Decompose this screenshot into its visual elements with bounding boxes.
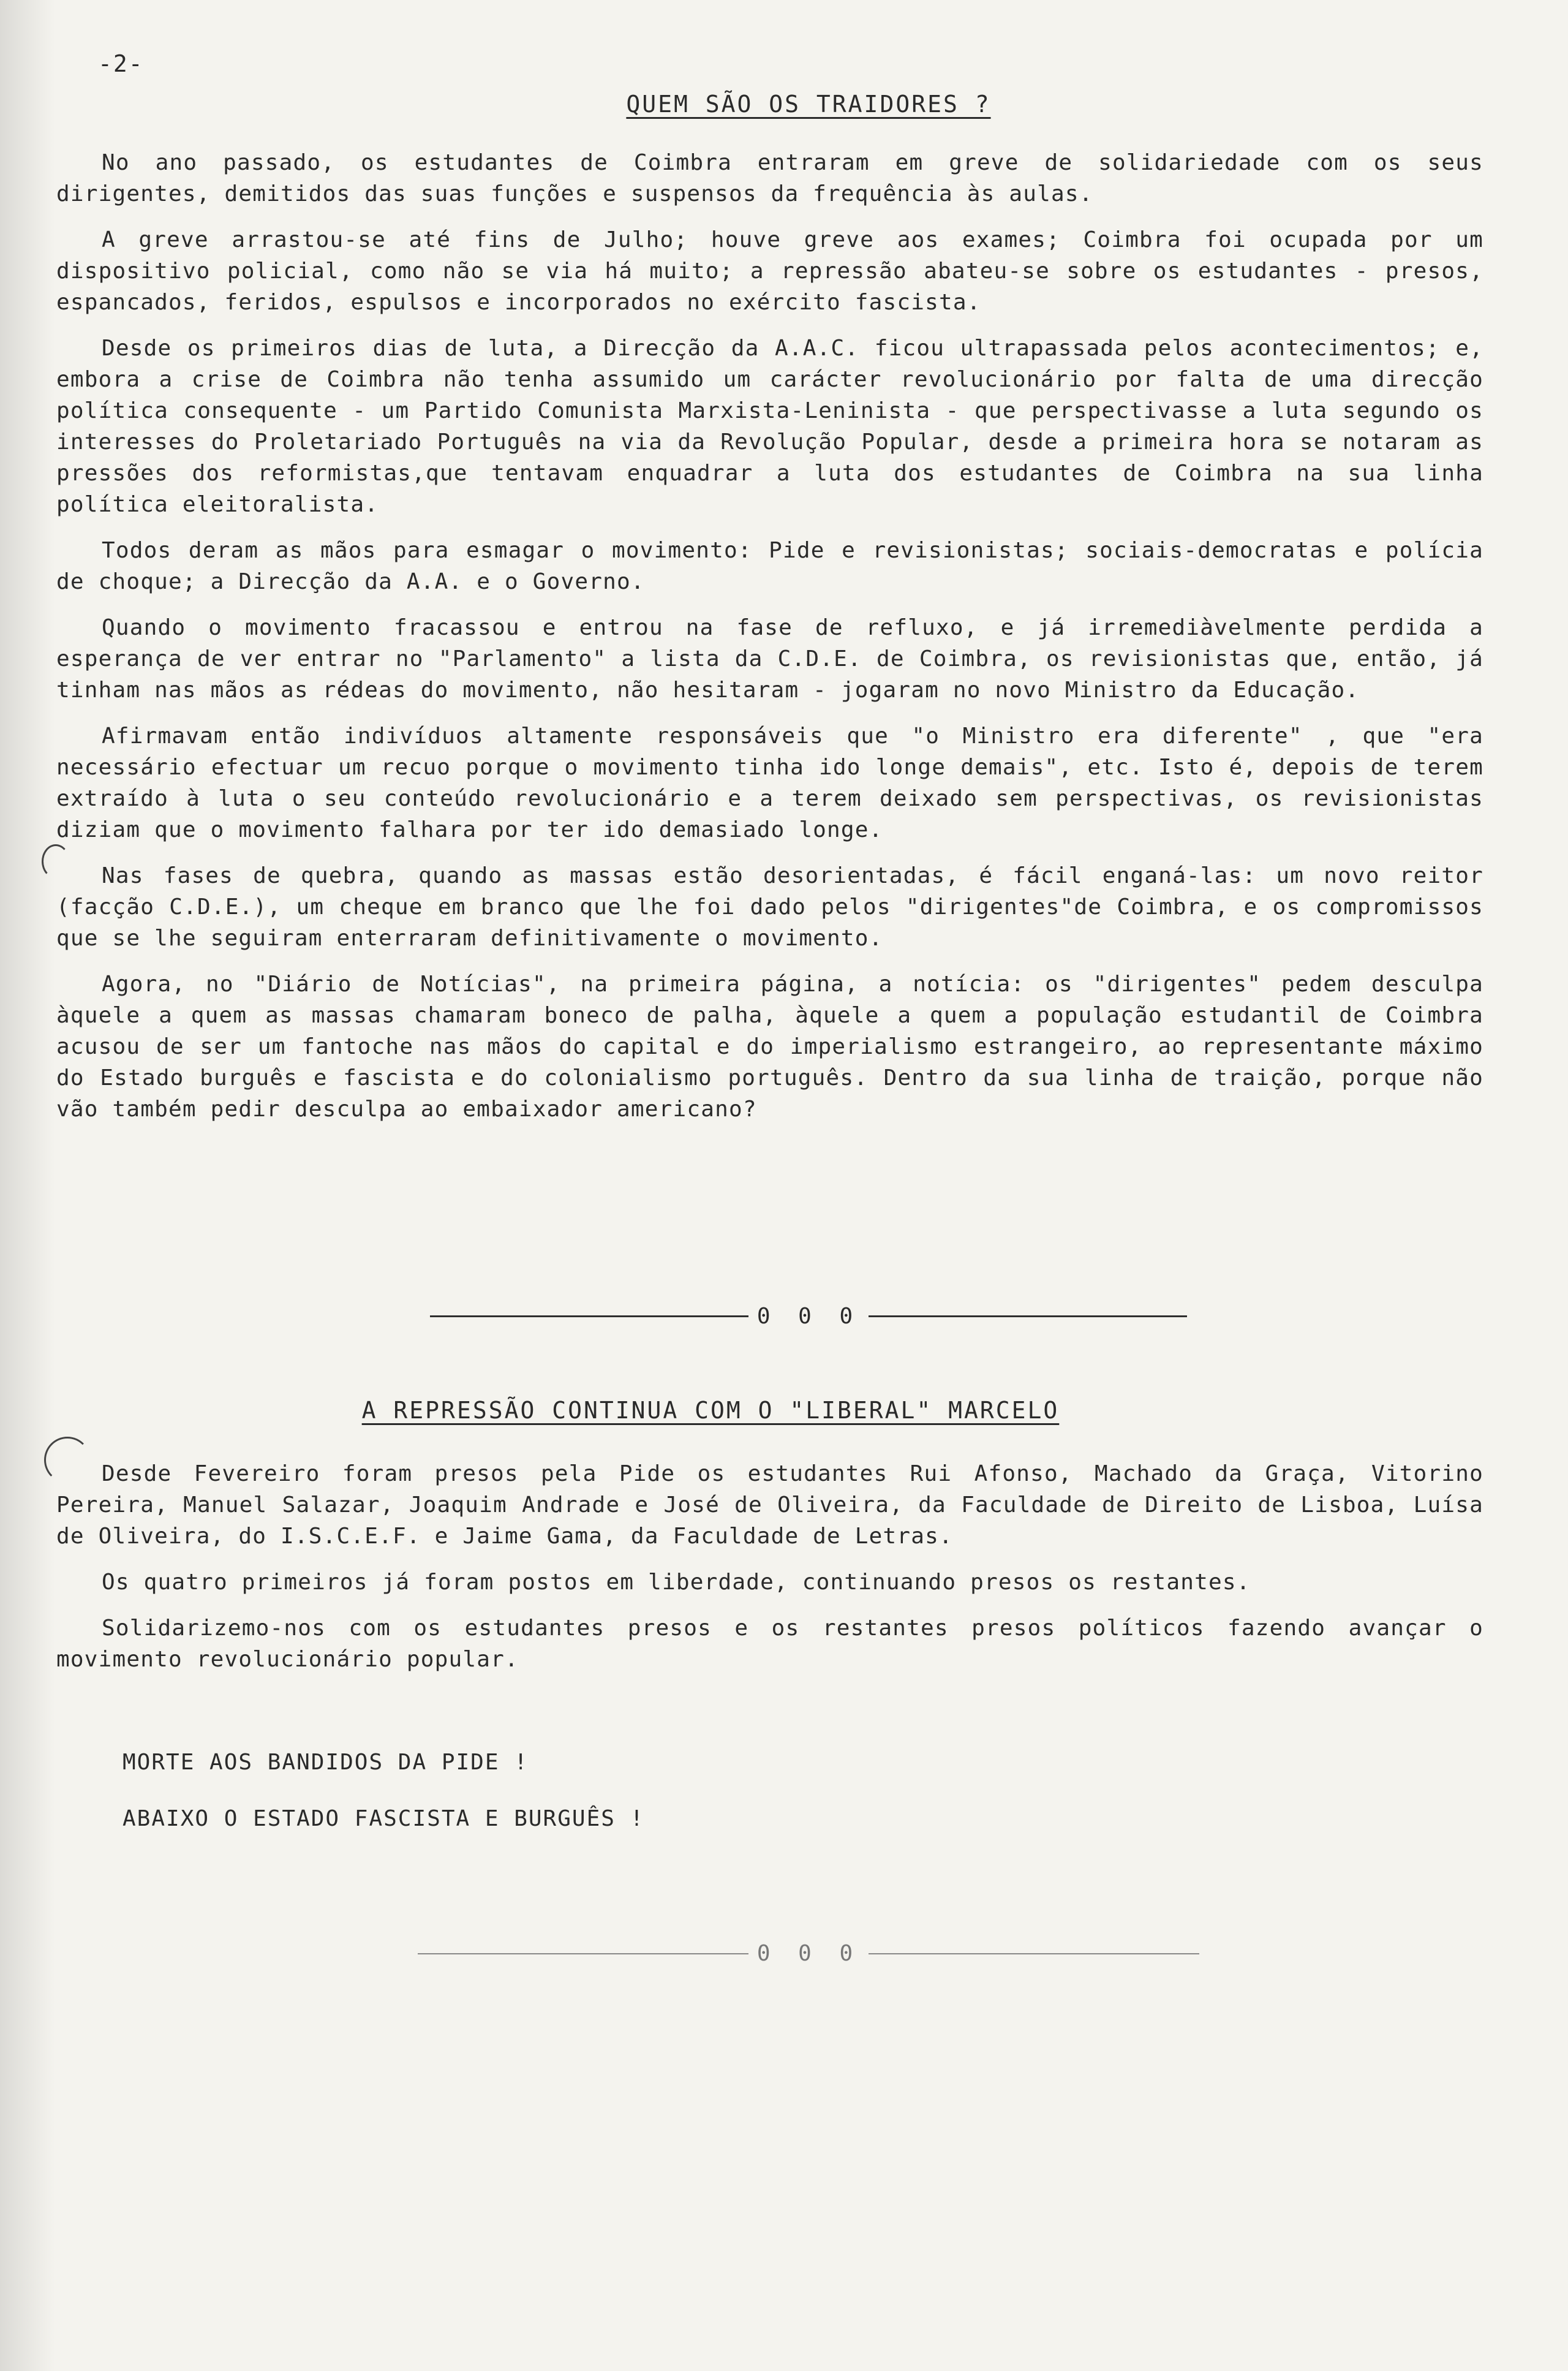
- paragraph: Agora, no "Diário de Notícias", na primeira página, a notícia: os "dirigentes" pedem desculpa àquele a quem as massas chamaram boneco de palha, àquele a quem a população estudantil de Coimbra acusou de ser um fantoche nas mãos do capital e do imperialismo estrangeiro, ao representante máximo do Estado burguês e fascista e do colonialismo português. Dentro da sua linha de traição, porque não vão também pedir desculpa ao embaixador americano?: [56, 972, 1483, 1122]
- separator-line: [418, 1953, 748, 1954]
- paragraph: Afirmavam então indivíduos altamente responsáveis que "o Ministro era diferente" , que "era necessário efectuar um recuo porque o movimento tinha ido longe demais", etc. Isto é, depois de terem extraído à luta o seu conteúdo revolucionário e a terem deixado sem perspectivas, os revisionistas diziam que o movimento falhara por ter ido demasiado longe.: [56, 724, 1483, 842]
- paragraph: Desde os primeiros dias de luta, a Direcção da A.A.C. ficou ultrapassada pelos acontecimentos; e, embora a crise de Coimbra não tenha assumido um carácter revolucionário por falta de uma direcção política consequente - um Partido Comunista Marxista-Leninista - que perspectivasse a luta segundo os interesses do Proletariado Português na via da Revolução Popular, desde a primeira hora se notaram as pressões dos reformistas,que tentavam enquadrar a luta dos estudantes de Coimbra na sua linha política eleitoralista.: [56, 336, 1483, 517]
- paragraph: Os quatro primeiros já foram postos em liberdade, continuando presos os restantes.: [102, 1570, 1251, 1595]
- slogan: MORTE AOS BANDIDOS DA PIDE !: [123, 1750, 529, 1775]
- paragraph: Quando o movimento fracassou e entrou na fase de refluxo, e já irremediàvelmente perdida a esperança de ver entrar no "Parlamento" a lista da C.D.E. de Coimbra, os revisionistas que, então, já tinham nas mãos as rédeas do movimento, não hesitaram - jogaram no novo Ministro da Educação.: [56, 615, 1483, 703]
- separator-mark: 0 0 0: [756, 1304, 861, 1329]
- paragraph: Desde Fevereiro foram presos pela Pide os estudantes Rui Afonso, Machado da Graça, Vitorino Pereira, Manuel Salazar, Joaquim Andrade e José de Oliveira, da Faculdade de Direito de Lisboa, Luísa de Oliveira, do I.S.C.E.F. e Jaime Gama, da Faculdade de Letras.: [56, 1461, 1483, 1549]
- article-title: QUEM SÃO OS TRAIDORES ?: [626, 91, 991, 118]
- separator-mark: 0 0 0: [756, 1941, 861, 1966]
- section-separator: [24, 1304, 1568, 1329]
- paragraph: Solidarizemo-nos com os estudantes presos e os restantes presos políticos fazendo avançar o movimento revolucionário popular.: [56, 1616, 1483, 1672]
- article-body: [56, 1458, 1483, 1690]
- scan-margin-shadow: [0, 0, 55, 2371]
- paragraph: Nas fases de quebra, quando as massas estão desorientadas, é fácil enganá-las: um novo reitor (facção C.D.E.), um cheque em branco que lhe foi dado pelos "dirigentes"de Coimbra, e os compromissos que se lhe seguiram enterraram definitivamente o movimento.: [56, 863, 1483, 951]
- paragraph: No ano passado, os estudantes de Coimbra entraram em greve de solidariedade com os seus dirigentes, demitidos das suas funções e suspensos da frequência às aulas.: [56, 150, 1483, 206]
- slogan: ABAIXO O ESTADO FASCISTA E BURGUÊS !: [123, 1806, 645, 1831]
- page-number: -2-: [98, 50, 144, 77]
- separator-line: [869, 1953, 1199, 1954]
- section-separator: [24, 1941, 1568, 1966]
- paragraph: A greve arrastou-se até fins de Julho; houve greve aos exames; Coimbra foi ocupada por um dispositivo policial, como não se via há muito; a repressão abateu-se sobre os estudantes - presos, espancados, feridos, espulsos e incorporados no exército fascista.: [56, 227, 1483, 315]
- article-title: A REPRESSÃO CONTINUA COM O "LIBERAL" MARCELO: [361, 1397, 1060, 1424]
- paragraph: Todos deram as mãos para esmagar o movimento: Pide e revisionistas; sociais-democratas e polícia de choque; a Direcção da A.A. e o Governo.: [56, 538, 1483, 594]
- article-body: [56, 147, 1483, 1140]
- separator-line: [869, 1315, 1187, 1317]
- separator-line: [430, 1315, 748, 1317]
